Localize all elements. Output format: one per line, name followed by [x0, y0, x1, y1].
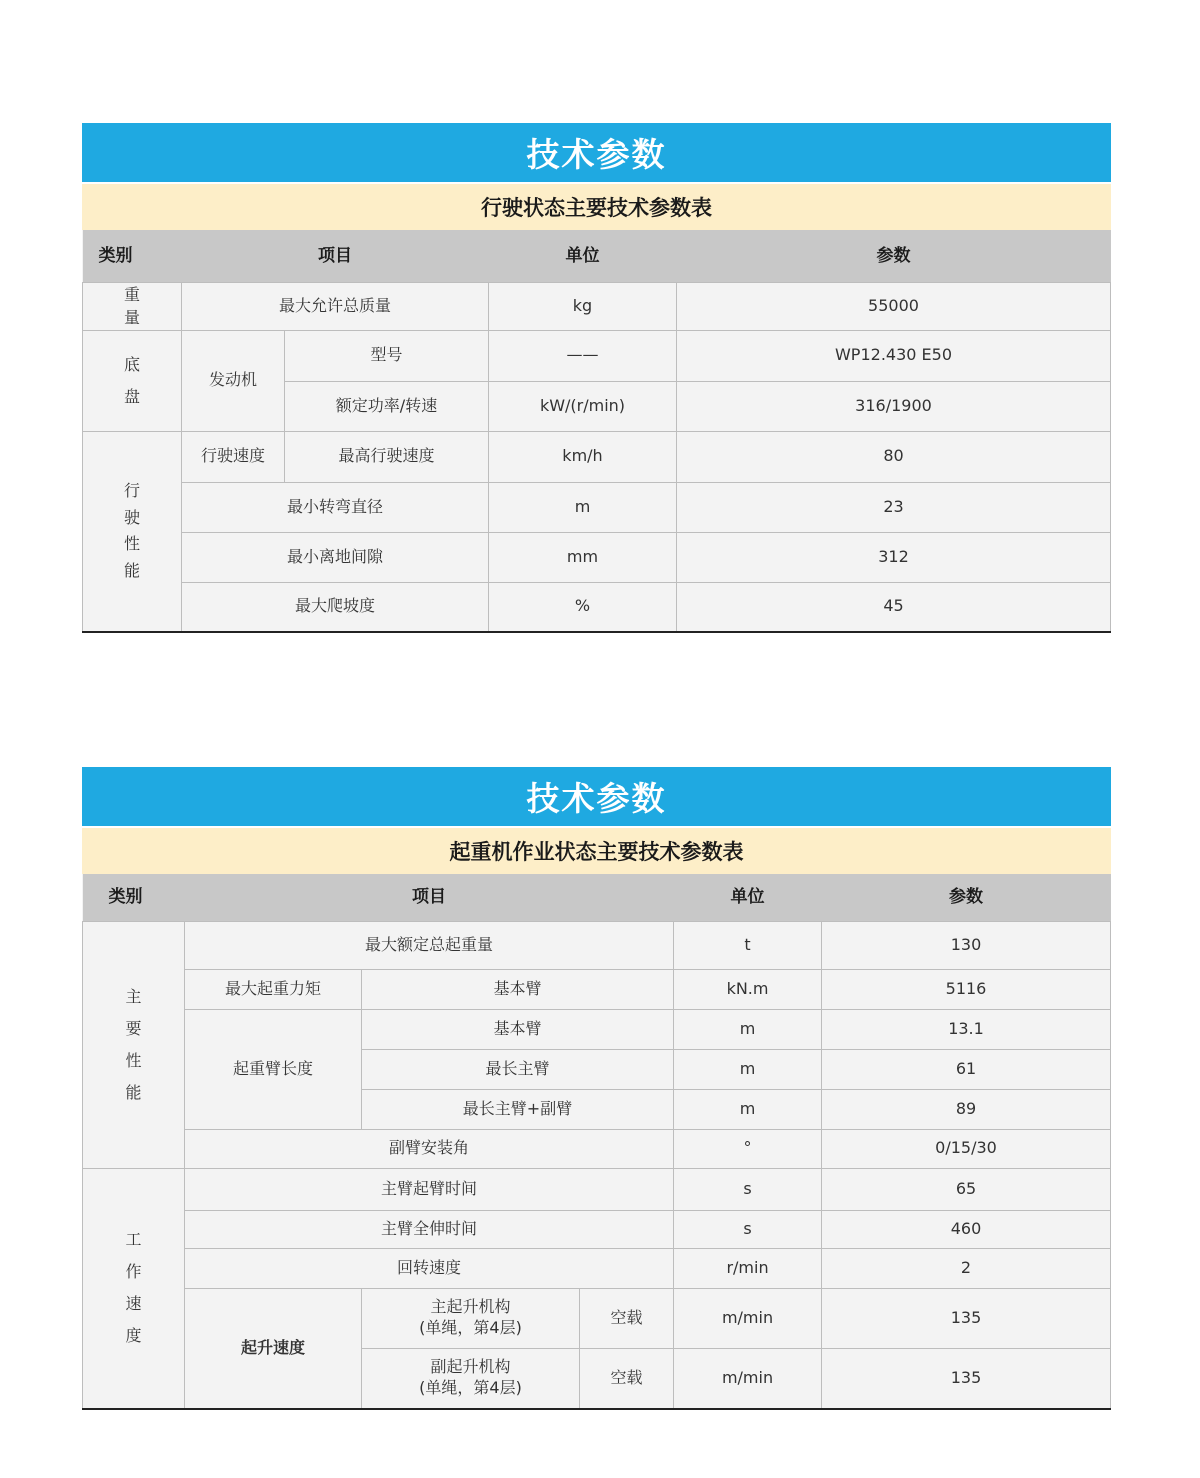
value-cell: 135	[822, 1288, 1111, 1348]
table-row	[83, 532, 1111, 582]
unit-cell: t	[674, 921, 822, 969]
value-cell: 316/1900	[677, 381, 1111, 431]
unit-cell: mm	[489, 532, 677, 582]
header-row	[83, 230, 1111, 282]
section-banner: 技术参数	[82, 123, 1111, 182]
header-category: 类别	[83, 874, 185, 921]
table-row	[83, 582, 1111, 632]
item-cell: 回转速度	[185, 1248, 674, 1288]
item-cell: 最大爬坡度	[182, 582, 489, 632]
unit-cell: m/min	[674, 1348, 822, 1409]
value-cell: 80	[677, 431, 1111, 482]
header-category: 类别	[83, 230, 182, 282]
item-cell: 最长主臂+副臂	[362, 1089, 674, 1129]
value-cell: 23	[677, 482, 1111, 532]
item-cell: 最小转弯直径	[182, 482, 489, 532]
item-cell: 基本臂	[362, 969, 674, 1009]
value-cell: WP12.430 E50	[677, 330, 1111, 381]
header-row	[83, 874, 1111, 921]
unit-cell: %	[489, 582, 677, 632]
driving-parameters-section	[82, 123, 1111, 633]
crane-operation-parameters-section	[82, 767, 1111, 1410]
value-cell: 13.1	[822, 1009, 1111, 1049]
table-row	[83, 282, 1111, 330]
category-chassis: 底 盘	[83, 330, 182, 431]
table-row	[83, 1009, 1111, 1049]
unit-cell: m	[674, 1049, 822, 1089]
item-cell: 副臂安装角	[185, 1129, 674, 1168]
value-cell: 130	[822, 921, 1111, 969]
load-condition-cell: 空载	[580, 1288, 674, 1348]
unit-cell: °	[674, 1129, 822, 1168]
category-main-performance: 主 要 性 能	[83, 921, 185, 1168]
crane-parameters-table	[82, 874, 1111, 1410]
header-value: 参数	[677, 230, 1111, 282]
table-row	[83, 1210, 1111, 1248]
unit-cell: r/min	[674, 1248, 822, 1288]
group-driving-speed: 行驶速度	[182, 431, 285, 482]
table-row	[83, 330, 1111, 381]
header-item: 项目	[182, 230, 489, 282]
item-cell: 最小离地间隙	[182, 532, 489, 582]
unit-cell: kN.m	[674, 969, 822, 1009]
category-driving: 行 驶 性 能	[83, 431, 182, 632]
item-cell: 主起升机构 (单绳，第4层)	[362, 1288, 580, 1348]
table-row	[83, 1168, 1111, 1210]
category-working-speed: 工 作 速 度	[83, 1168, 185, 1409]
value-cell: 0/15/30	[822, 1129, 1111, 1168]
unit-cell: s	[674, 1168, 822, 1210]
group-hoisting-speed: 起升速度	[185, 1288, 362, 1409]
value-cell: 65	[822, 1168, 1111, 1210]
table-row	[83, 1248, 1111, 1288]
header-value: 参数	[822, 874, 1111, 921]
item-cell: 额定功率/转速	[285, 381, 489, 431]
table-row	[83, 1129, 1111, 1168]
header-unit: 单位	[489, 230, 677, 282]
item-cell: 最长主臂	[362, 1049, 674, 1089]
item-cell: 型号	[285, 330, 489, 381]
item-cell: 副起升机构 (单绳，第4层)	[362, 1348, 580, 1409]
unit-cell: ——	[489, 330, 677, 381]
item-cell: 最大允许总质量	[182, 282, 489, 330]
item-cell: 基本臂	[362, 1009, 674, 1049]
value-cell: 460	[822, 1210, 1111, 1248]
value-cell: 55000	[677, 282, 1111, 330]
unit-cell: m	[489, 482, 677, 532]
item-cell: 最大额定总起重量	[185, 921, 674, 969]
header-item: 项目	[185, 874, 674, 921]
unit-cell: m/min	[674, 1288, 822, 1348]
table-row	[83, 921, 1111, 969]
unit-cell: m	[674, 1009, 822, 1049]
value-cell: 2	[822, 1248, 1111, 1288]
section-subtitle: 起重机作业状态主要技术参数表	[82, 828, 1111, 874]
group-max-moment: 最大起重力矩	[185, 969, 362, 1009]
value-cell: 135	[822, 1348, 1111, 1409]
unit-cell: kg	[489, 282, 677, 330]
item-cell: 最高行驶速度	[285, 431, 489, 482]
item-cell: 主臂起臂时间	[185, 1168, 674, 1210]
table-row	[83, 969, 1111, 1009]
value-cell: 312	[677, 532, 1111, 582]
table-row	[83, 1288, 1111, 1348]
value-cell: 5116	[822, 969, 1111, 1009]
header-unit: 单位	[674, 874, 822, 921]
value-cell: 89	[822, 1089, 1111, 1129]
category-weight: 重 量	[83, 282, 182, 330]
value-cell: 45	[677, 582, 1111, 632]
unit-cell: km/h	[489, 431, 677, 482]
section-banner: 技术参数	[82, 767, 1111, 826]
unit-cell: s	[674, 1210, 822, 1248]
unit-cell: m	[674, 1089, 822, 1129]
item-cell: 主臂全伸时间	[185, 1210, 674, 1248]
group-boom-length: 起重臂长度	[185, 1009, 362, 1129]
table-row	[83, 431, 1111, 482]
section-subtitle: 行驶状态主要技术参数表	[82, 184, 1111, 230]
value-cell: 61	[822, 1049, 1111, 1089]
load-condition-cell: 空载	[580, 1348, 674, 1409]
driving-parameters-table	[82, 230, 1111, 633]
table-row	[83, 482, 1111, 532]
unit-cell: kW/(r/min)	[489, 381, 677, 431]
group-engine: 发动机	[182, 330, 285, 431]
